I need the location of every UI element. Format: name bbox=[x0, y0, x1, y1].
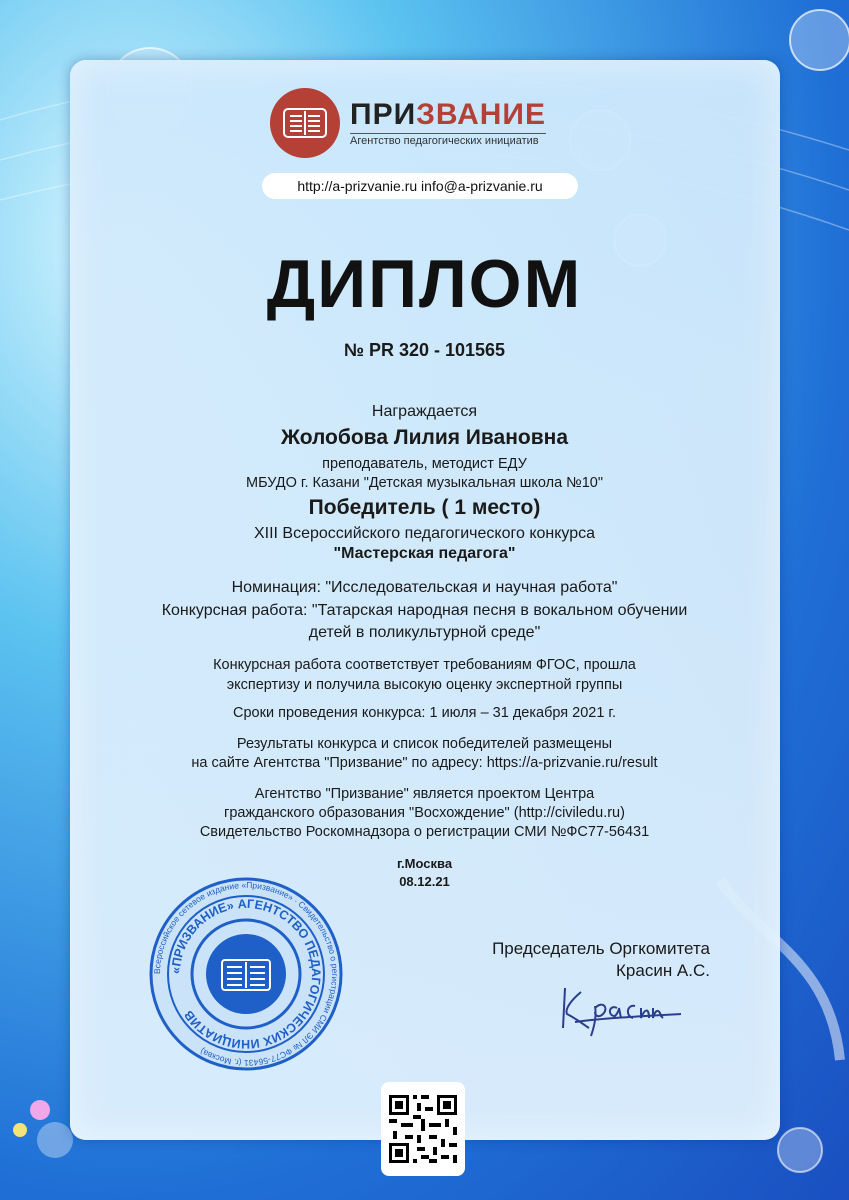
contest-description: XIII Всероссийского педагогического конкурса bbox=[253, 525, 596, 542]
compliance-line1: Конкурсная работа соответствует требованиям ФГОС, прошла bbox=[213, 657, 636, 673]
issue-city: г.Москва bbox=[396, 856, 453, 871]
qr-code[interactable] bbox=[381, 1082, 465, 1176]
seal-outer-text: Всероссийское сетевое издание «Призвание» · Свидетельство о регистрации СМИ ЭЛ № ФС77-56431 (г. Москва) bbox=[151, 879, 341, 1069]
compliance-line2: экспертизу и получила высокую оценку экспертной группы bbox=[226, 677, 623, 693]
contest-name: "Мастерская педагога" bbox=[333, 545, 516, 562]
recipient-organization: МБУДО г. Казани "Детская музыкальная школа №10" bbox=[245, 475, 604, 491]
recipient-name: Жолобова Лилия Ивановна bbox=[280, 426, 569, 449]
agency-line3: Свидетельство Роскомнадзора о регистрации СМИ №ФС77-56431 bbox=[199, 824, 650, 840]
book-icon bbox=[270, 88, 340, 158]
brand-logo bbox=[270, 88, 546, 158]
seal-inner-text: «ПРИЗВАНИЕ» АГЕНТСТВО ПЕДАГОГИЧЕСКИХ ИНИЦИАТИВ bbox=[168, 896, 324, 1052]
awarded-label: Награждается bbox=[371, 403, 478, 420]
brand-tagline: Агентство педагогических инициатив bbox=[350, 133, 546, 147]
brand-name: ПРИЗВАНИЕ bbox=[350, 98, 547, 131]
work-title-line1: Конкурсная работа: "Татарская народная песня в вокальном обучении bbox=[161, 602, 688, 619]
diploma-number: № PR 320 - 101565 bbox=[343, 340, 506, 360]
work-title-line2: детей в поликультурной среде" bbox=[308, 624, 541, 641]
contact-links: http://a-prizvanie.ru info@a-prizvanie.ru bbox=[262, 173, 578, 199]
nomination: Номинация: "Исследовательская и научная работа" bbox=[231, 579, 618, 596]
contest-dates: Сроки проведения конкурса: 1 июля – 31 декабря 2021 г. bbox=[233, 705, 616, 721]
signature-role: Председатель Оргкомитета bbox=[492, 939, 710, 958]
agency-line2: гражданского образования "Восхождение" (http://civiledu.ru) bbox=[224, 805, 625, 821]
agency-line1: Агентство "Призвание" является проектом Центра bbox=[254, 786, 595, 802]
recipient-position: преподаватель, методист ЕДУ bbox=[322, 456, 527, 472]
handwritten-signature bbox=[545, 978, 685, 1038]
diploma-title: ДИПЛОМ bbox=[266, 246, 583, 322]
issue-date: 08.12.21 bbox=[399, 874, 450, 889]
results-line1: Результаты конкурса и список победителей размещены bbox=[236, 736, 613, 752]
official-seal bbox=[148, 876, 344, 1072]
award-title: Победитель ( 1 место) bbox=[308, 496, 541, 519]
results-line2: на сайте Агентства "Призвание" по адресу: https://a-prizvanie.ru/result bbox=[191, 755, 658, 771]
signature-name: Красин А.С. bbox=[616, 961, 710, 980]
